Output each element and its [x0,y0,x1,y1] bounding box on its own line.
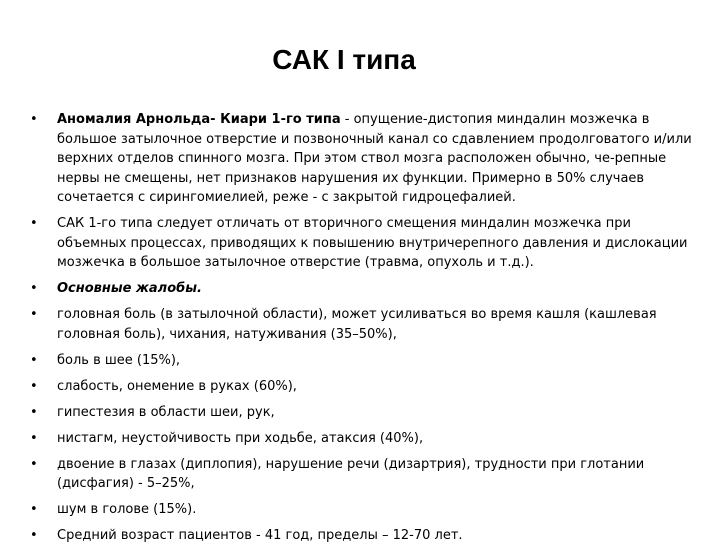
bullet-item-complaints-heading [30,279,692,299]
bullet-icon: • [30,352,38,368]
bullet-icon: • [30,502,38,517]
bullet-item-differentiation [30,214,692,273]
bullet-item-tinnitus [30,500,692,520]
bullet-item-weakness [30,377,692,397]
symptom-text: боль в шее (15%), [57,352,181,368]
symptom-text: гипестезия в области шеи, рук, [57,404,275,420]
bullet-item-diplopia [30,455,692,494]
bullet-item-nystagmus [30,429,692,449]
bullet-icon: • [30,456,38,472]
bullet-item-headache [30,305,692,344]
bullet-icon: • [30,528,38,543]
complaints-heading: Основные жалобы. [57,281,202,296]
bullet-icon: • [30,112,38,127]
bullet-item-neck-pain [30,351,692,371]
bullet-icon: • [30,307,38,322]
bullet-icon: • [30,430,38,446]
bullet-list [30,110,692,552]
bullet-item-patient-age [30,526,692,546]
bullet-icon: • [30,378,38,394]
symptom-text: нистагм, неустойчивость при ходьбе, атаксия (40%), [57,430,424,446]
symptom-text: шум в голове (15%). [57,502,197,517]
differentiation-text: САК 1-го типа следует отличать от вторичного смещения миндалин мозжечка при объемных процессах, приводящих к повышению внутричерепного давления и дислокации мозжечка в большое затылочное отверстие (травма, опухоль и т.д.). [57,216,688,270]
bullet-item-hypesthesia [30,403,692,423]
symptom-text: головная боль (в затылочной области), может усиливаться во время кашля (кашлевая головная боль), чихания, натуживания (35–50%), [57,307,657,342]
definition-text: - опущение-дистопия миндалин мозжечка в большое затылочное отверстие и позвоночный канал со сдавлением продолговатого и/или верхних отделов спинного мозга. При этом ствол мозга расположен обычно, че-репные нервы не смещены, нет признаков нарушения их функции. Примерно в 50% случаев сочетается с сирингомиелией, реже - с закрытой гидроцефалией. [57,112,692,205]
slide-title: САК I типа [272,44,416,75]
symptom-text: двоение в глазах (диплопия), нарушение речи (дизартрия), трудности при глотании (дисфагия) - 5–25%, [57,456,645,491]
bullet-icon: • [30,404,38,420]
bullet-icon: • [30,281,38,296]
definition-term: Аномалия Арнольда- Киари 1-го типа [57,112,341,127]
patient-age-text: Средний возраст пациентов - 41 год, пределы – 12-70 лет. [57,528,463,543]
symptom-text: слабость, онемение в руках (60%), [57,378,297,394]
bullet-icon: • [30,216,38,231]
bullet-item-definition [30,110,692,208]
